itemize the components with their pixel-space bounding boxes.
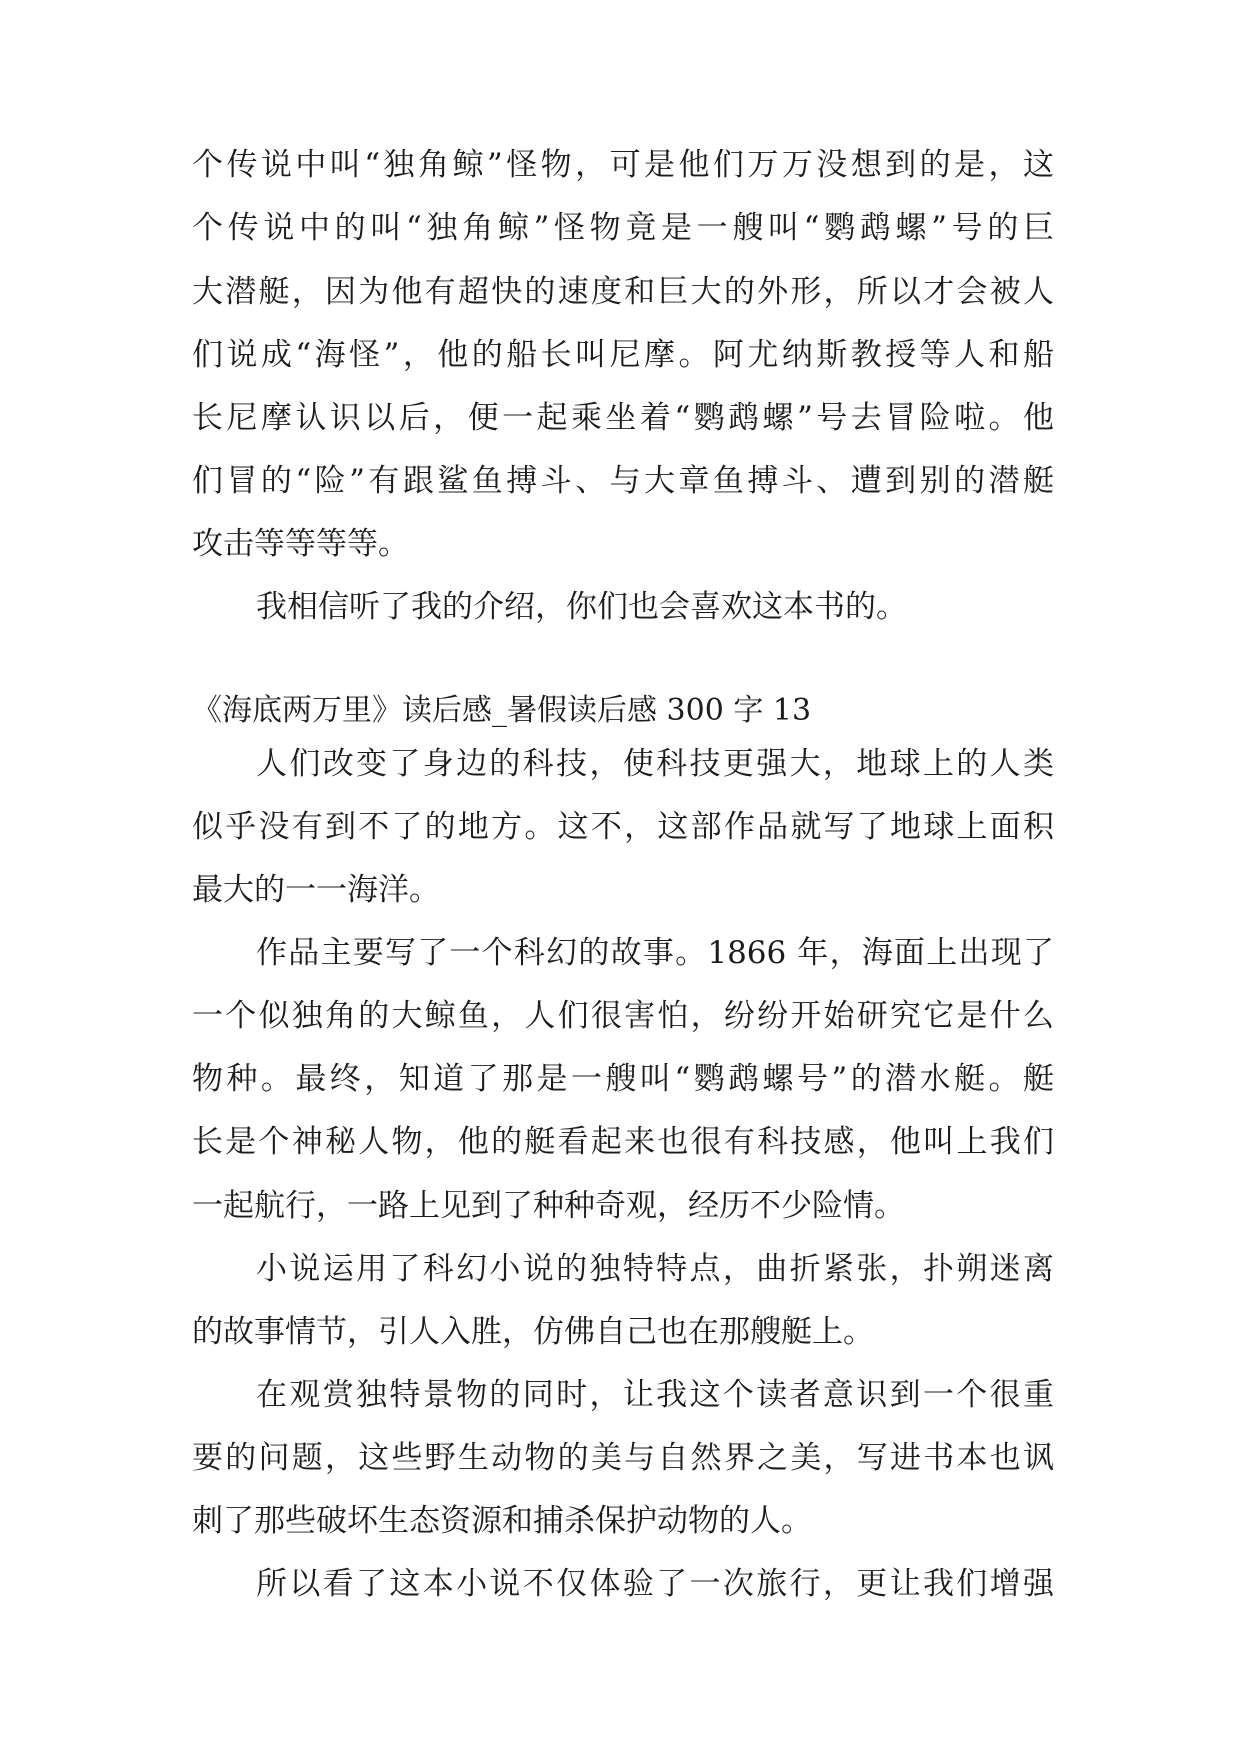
text-line: 最大的一一海洋。 (192, 872, 440, 908)
section-heading: 《海底两万里》读后感_暑假读后感 300 字 13 (192, 693, 812, 728)
text-line: 刺了那些破坏生态资源和捕杀保护动物的人。 (192, 1503, 812, 1539)
text-line: 们说成“海怪”，他的船长叫尼摩。阿尤纳斯教授等人和船 (192, 337, 1054, 373)
text-line: 要的问题，这些野生动物的美与自然界之美，写进书本也讽 (192, 1440, 1054, 1476)
text-line: 我相信听了我的介绍，你们也会喜欢这本书的。 (256, 589, 907, 625)
text-line: 攻击等等等等。 (192, 526, 409, 562)
text-line: 个传说中叫“独角鲸”怪物，可是他们万万没想到的是，这 (192, 147, 1054, 183)
text-line: 似乎没有到不了的地方。这不，这部作品就写了地球上面积 (192, 809, 1054, 845)
text-line: 小说运用了科幻小说的独特特点，曲折紧张，扑朔迷离 (256, 1251, 1054, 1287)
text-line: 们冒的“险”有跟鲨鱼搏斗、与大章鱼搏斗、遭到别的潜艇 (192, 463, 1054, 499)
text-line: 个传说中的叫“独角鲸”怪物竟是一艘叫“鹦鹉螺”号的巨 (192, 210, 1054, 246)
text-line: 物种。最终，知道了那是一艘叫“鹦鹉螺号”的潜水艇。艇 (192, 1061, 1054, 1097)
text-line: 的故事情节，引人入胜，仿佛自己也在那艘艇上。 (192, 1314, 874, 1350)
text-line: 长是个神秘人物，他的艇看起来也很有科技感，他叫上我们 (192, 1124, 1054, 1160)
text-line: 人们改变了身边的科技，使科技更强大，地球上的人类 (256, 746, 1054, 782)
text-line: 一起航行，一路上见到了种种奇观，经历不少险情。 (192, 1188, 905, 1224)
text-line: 所以看了这本小说不仅体验了一次旅行，更让我们增强 (256, 1566, 1054, 1602)
text-line: 作品主要写了一个科幻的故事。1866 年，海面上出现了 (256, 935, 1054, 971)
text-line: 大潜艇，因为他有超快的速度和巨大的外形，所以才会被人 (192, 274, 1054, 310)
text-line: 长尼摩认识以后，便一起乘坐着“鹦鹉螺”号去冒险啦。他 (192, 400, 1054, 436)
text-line: 一个似独角的大鲸鱼，人们很害怕，纷纷开始研究它是什么 (192, 998, 1054, 1034)
document-page (192, 0, 1054, 1754)
text-line: 在观赏独特景物的同时，让我这个读者意识到一个很重 (256, 1377, 1054, 1413)
